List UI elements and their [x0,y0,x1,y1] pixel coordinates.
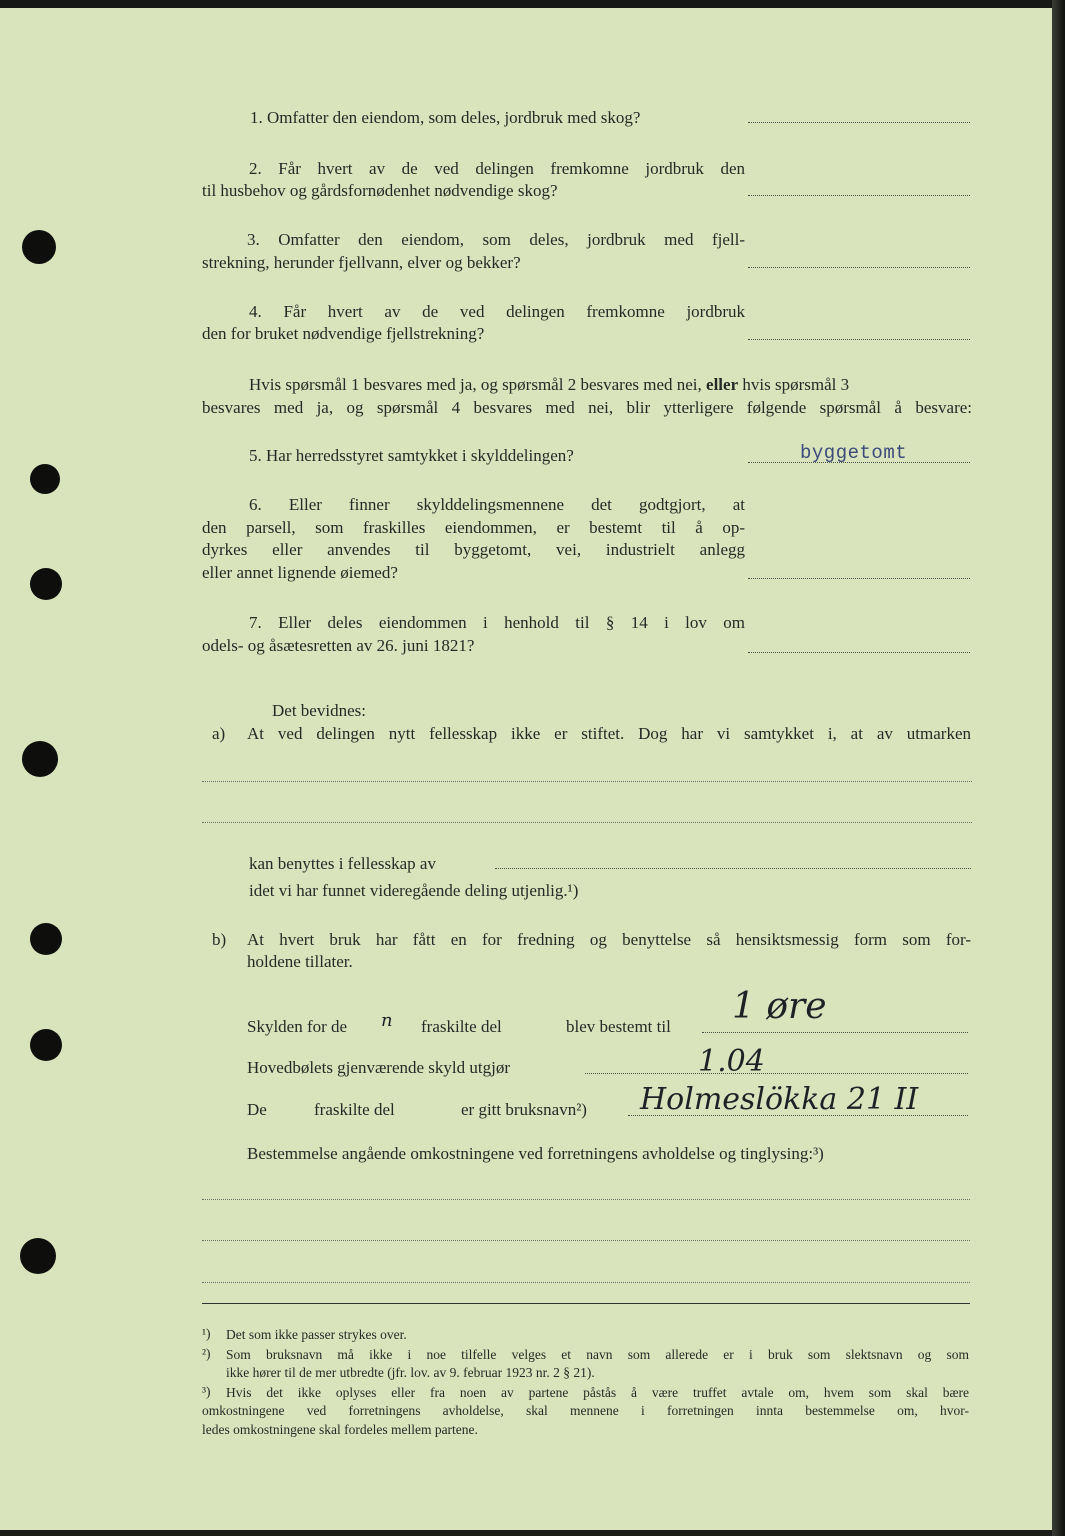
footnote-3-line-1: Hvis det ikke oplyses eller fra noen av partene påstås å være truffet avtale om, hvem som skal bære [226,1385,969,1400]
certify-a-text: At ved delingen nytt fellesskap ikke er stiftet. Dog har vi samtykket i, at av utmarken [247,724,971,743]
skyld-label-2: fraskilte del [421,1017,502,1036]
cost-line-3[interactable] [202,1282,970,1283]
skyld-handwritten-suffix: n [381,1010,393,1031]
scan-right-border [1052,0,1065,1536]
hoved-value: 1.04 [698,1044,765,1079]
scan-top-border [0,0,1065,8]
certify-a-line-1[interactable] [202,781,972,782]
punch-hole [20,1238,56,1274]
name-label-3: er gitt bruksnavn²) [461,1100,587,1119]
skyld-value: 1 øre [732,986,827,1027]
condition-paragraph-line-1 [249,374,849,396]
footnote-2-line-1: Som bruksnavn må ikke i noe tilfelle velges et navn som allerede er i bruk som slektsnavn og som [226,1347,969,1362]
footnote-2-mark: ²) [202,1346,211,1361]
answer-line-3[interactable] [748,267,970,268]
footnote-separator [202,1303,970,1304]
question-5-answer: byggetomt [800,442,908,464]
punch-hole [30,464,60,494]
question-6-line-2: den parsell, som fraskilles eiendommen, er bestemt til å op- [202,518,745,537]
question-3-line-1: 3. Omfatter den eiendom, som deles, jordbruk med fjell- [247,230,745,249]
footnote-1-text: Det som ikke passer strykes over. [226,1327,407,1342]
answer-line-7[interactable] [748,652,970,653]
punch-hole [30,568,62,600]
question-4-line-2: den for bruket nødvendige fjellstrekning? [202,324,485,343]
punch-hole [22,230,56,264]
name-label-2: fraskilte del [314,1100,395,1119]
hoved-value-line[interactable] [585,1073,968,1074]
answer-line-4[interactable] [748,339,970,340]
shared-use-label: kan benyttes i fellesskap av [249,854,436,873]
shared-use-line[interactable] [495,868,971,869]
punch-hole [30,923,62,955]
skyld-value-line[interactable] [702,1032,968,1033]
punch-hole [30,1029,62,1061]
question-4-line-1: 4. Får hvert av de ved delingen fremkomne jordbruk [249,302,745,321]
question-6-line-3: dyrkes eller anvendes til byggetomt, vei, industrielt anlegg [202,540,745,559]
punch-hole [22,741,58,777]
certify-b-label: b) [212,930,227,949]
certify-a-line-2[interactable] [202,822,972,823]
certify-b-line-2: holdene tillater. [247,952,353,971]
question-5: 5. Har herredsstyret samtykket i skylddelingen? [249,446,574,465]
certify-heading: Det bevidnes: [272,701,366,720]
condition-text-a: Hvis spørsmål 1 besvares med ja, og spørsmål 2 besvares med nei, [249,375,702,394]
condition-paragraph-line-2: besvares med ja, og spørsmål 4 besvares med nei, blir ytterligere følgende spørsmål å besvare: [202,398,972,417]
footnote-3-line-3: ledes omkostningene skal fordeles mellem partene. [202,1422,478,1437]
question-7-line-2: odels- og åsætesretten av 26. juni 1821? [202,636,475,655]
answer-line-1[interactable] [748,122,970,123]
footnote-3-mark: ³) [202,1384,211,1399]
certify-a-label: a) [212,724,226,743]
form-page [0,8,1052,1530]
footnote-1-mark: ¹) [202,1326,211,1341]
question-6-line-1: 6. Eller finner skylddelingsmennene det godtgjort, at [249,495,745,514]
question-7-line-1: 7. Eller deles eiendommen i henhold til § 14 i lov om [249,613,745,632]
answer-line-6[interactable] [748,578,970,579]
skyld-label-1: Skylden for de [247,1017,348,1036]
name-value: Holmeslökka 21 II [640,1082,919,1117]
footnote-2-line-2: ikke hører til de mer utbredte (jfr. lov. av 9. februar 1923 nr. 2 § 21). [226,1365,595,1380]
footnote-3-line-2: omkostningene ved forretningens avholdelse, skal mennene i forretningen innta bestemmelse om, hvor- [202,1403,969,1418]
answer-line-2[interactable] [748,195,970,196]
cost-line-2[interactable] [202,1240,970,1241]
question-3-line-2: strekning, herunder fjellvann, elver og bekker? [202,253,521,272]
certify-b-line-1: At hvert bruk har fått en for fredning og benyttelse så hensiktsmessig form som for- [247,930,971,949]
further-division-text: idet vi har funnet videregående deling utjenlig.¹) [249,881,579,900]
cost-line-1[interactable] [202,1199,970,1200]
name-label-1: De [247,1100,267,1119]
hoved-label: Hovedbølets gjenværende skyld utgjør [247,1058,510,1077]
skyld-label-3: blev bestemt til [566,1017,671,1036]
cost-label: Bestemmelse angående omkostningene ved forretningens avholdelse og tinglysing:³) [247,1144,824,1163]
condition-text-c: hvis spørsmål 3 [742,375,850,394]
question-2-line-1: 2. Får hvert av de ved delingen fremkomne jordbruk den [249,159,745,178]
question-6-line-4: eller annet lignende øiemed? [202,563,398,582]
condition-text-bold: eller [706,375,739,394]
question-2-line-2: til husbehov og gårdsfornødenhet nødvendige skog? [202,181,558,200]
question-1: 1. Omfatter den eiendom, som deles, jordbruk med skog? [250,108,641,127]
